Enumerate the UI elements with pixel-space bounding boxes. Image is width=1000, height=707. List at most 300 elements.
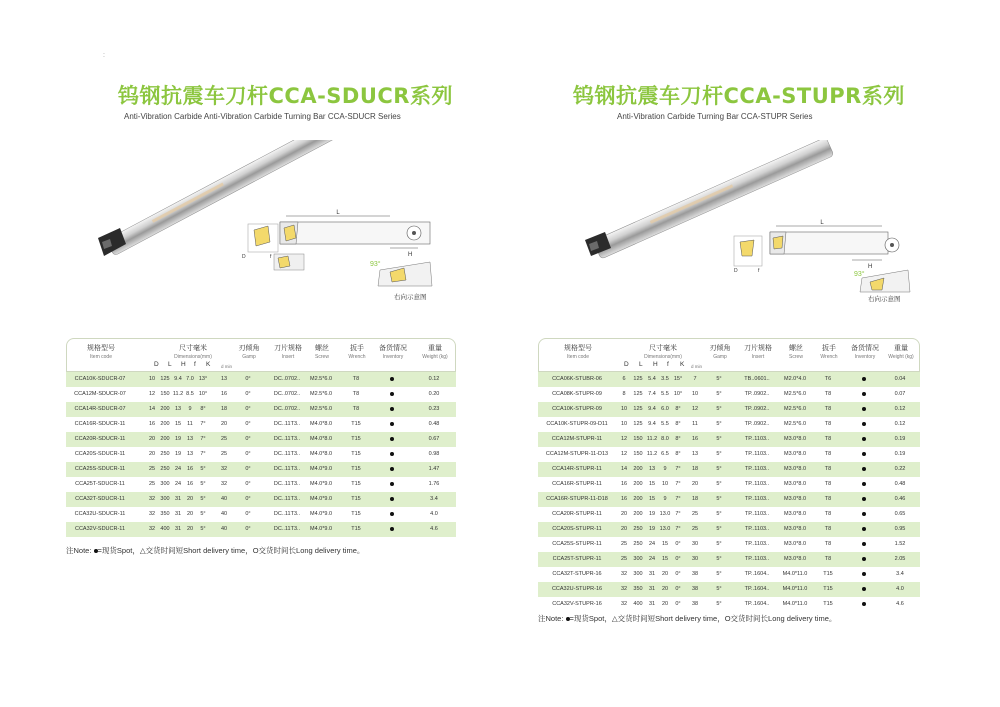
cell-f: 10 [661, 481, 669, 487]
cell-L: 125 [160, 376, 170, 382]
cell-H: 19 [648, 511, 656, 517]
cell-K: 0° [675, 571, 681, 577]
cell-insert: TP..1604.. [744, 586, 770, 592]
cell-D: 32 [148, 496, 156, 502]
spot-dot-icon [390, 452, 394, 456]
spot-dot-icon [862, 512, 866, 516]
table-row [66, 417, 456, 432]
spot-dot-icon [390, 392, 394, 396]
cell-insert: TP..1103.. [744, 556, 770, 562]
cell-weight: 4.0 [896, 586, 904, 592]
cell-gamp: 0° [245, 481, 251, 487]
cell-L: 150 [633, 451, 643, 457]
cell-weight: 3.4 [430, 496, 438, 502]
spot-dot-icon [862, 542, 866, 546]
cell-gamp: 0° [245, 511, 251, 517]
cell-screw: M3.0*8.0 [783, 481, 806, 487]
dim-subheader-L: L [168, 361, 172, 368]
table-row [66, 477, 456, 492]
cell-weight: 0.95 [894, 526, 906, 532]
cell-code: CCA16R-STUPR-11 [552, 481, 602, 487]
cell-insert: TP..1604.. [744, 571, 770, 577]
cell-gamp: 5° [716, 451, 722, 457]
inventory-dot-icon [844, 447, 884, 462]
table-body [66, 372, 456, 537]
cell-gamp: 5° [716, 571, 722, 577]
legend-note: 注Note: =现货Spot，△交货时间短Short delivery time，O交货时间长Long delivery time。 [66, 546, 365, 555]
inventory-dot-icon [844, 387, 884, 402]
cell-weight: 0.20 [428, 391, 440, 397]
cell-screw: M4.0*9.0 [309, 481, 332, 487]
cell-weight: 0.65 [894, 511, 906, 517]
inventory-dot-icon [372, 522, 412, 537]
cell-wrench: T8 [824, 511, 832, 517]
cell-weight: 4.6 [430, 526, 438, 532]
spot-dot-icon [390, 527, 394, 531]
table-row [538, 462, 920, 477]
cell-gamp: 0° [245, 376, 251, 382]
inventory-dot-icon [844, 477, 884, 492]
cell-K: 8° [675, 451, 681, 457]
cell-dmin: 7 [693, 376, 697, 382]
table-row [66, 432, 456, 447]
cell-screw: M4.0*11.0 [782, 601, 808, 607]
table-row [538, 402, 920, 417]
cell-code: CCA32V-SDUCR-11 [74, 526, 126, 532]
cell-H: 19 [174, 451, 182, 457]
cell-K: 7° [675, 481, 681, 487]
cell-wrench: T8 [824, 406, 832, 412]
cell-wrench: T8 [352, 406, 360, 412]
table-row [66, 372, 456, 387]
cell-gamp: 0° [245, 406, 251, 412]
cell-f: 7.0 [186, 376, 194, 382]
cell-code: CCA32T-STUPR-16 [552, 571, 602, 577]
cell-wrench: T8 [824, 391, 832, 397]
cell-dmin: 25 [220, 451, 228, 457]
cell-H: 13 [174, 406, 182, 412]
cell-gamp: 5° [716, 436, 722, 442]
cell-L: 250 [633, 541, 643, 547]
cell-wrench: T15 [351, 481, 361, 487]
cell-K: 7° [200, 436, 206, 442]
cell-dmin: 38 [691, 586, 699, 592]
inventory-dot-icon [844, 432, 884, 447]
cell-L: 200 [160, 421, 170, 427]
table-row [66, 507, 456, 522]
cell-weight: 0.19 [894, 451, 906, 457]
cell-L: 200 [633, 466, 643, 472]
cell-weight: 0.46 [894, 496, 906, 502]
cell-f: 5.5 [661, 421, 669, 427]
cell-f: 16 [186, 466, 194, 472]
cell-K: 8° [675, 436, 681, 442]
inventory-dot-icon [844, 402, 884, 417]
cell-H: 31 [648, 571, 656, 577]
spot-dot-icon [862, 527, 866, 531]
header-insert: 刀片规格 Insert [744, 345, 772, 360]
cell-weight: 4.6 [896, 601, 904, 607]
cell-H: 11.2 [646, 451, 658, 457]
cell-wrench: T15 [351, 421, 361, 427]
dim-label-L: L [336, 210, 340, 216]
table-row [66, 447, 456, 462]
header-insert: 刀片规格 Insert [274, 345, 302, 360]
cell-D: 14 [620, 466, 628, 472]
cell-gamp: 0° [245, 391, 251, 397]
cell-dmin: 20 [220, 421, 228, 427]
cell-f: 13.0 [659, 511, 671, 517]
cell-wrench: T8 [352, 391, 360, 397]
cell-D: 25 [148, 481, 156, 487]
cell-H: 15 [648, 496, 656, 502]
dim-label-H: H [408, 252, 413, 258]
cell-L: 150 [160, 391, 170, 397]
cell-weight: 1.52 [894, 541, 906, 547]
cell-code: CCA32U-SDUCR-11 [74, 511, 126, 517]
cell-L: 200 [633, 481, 643, 487]
cell-code: CCA10K-STUPR-09 [552, 406, 602, 412]
spot-dot-icon [390, 437, 394, 441]
cell-L: 350 [633, 586, 643, 592]
cell-dmin: 18 [691, 466, 699, 472]
cell-wrench: T8 [824, 466, 832, 472]
inventory-dot-icon [844, 462, 884, 477]
page-title: 钨钢抗震车刀杆CCA-STUPR系列 [573, 84, 905, 108]
cell-dmin: 16 [691, 436, 699, 442]
cell-screw: M2.5*6.0 [783, 421, 806, 427]
dim-subheader-f: f [667, 361, 669, 368]
cell-code: CCA25T-SDUCR-11 [75, 481, 125, 487]
spot-dot-icon [862, 572, 866, 576]
diagram-caption: 右向示意图 [394, 294, 427, 301]
cell-H: 11.2 [646, 436, 658, 442]
cell-weight: 0.07 [894, 391, 906, 397]
cell-screw: M3.0*8.0 [783, 436, 806, 442]
cell-weight: 0.19 [894, 436, 906, 442]
cell-f: 15 [661, 541, 669, 547]
inventory-dot-icon [372, 402, 412, 417]
cell-screw: M3.0*8.0 [783, 541, 806, 547]
cell-gamp: 0° [245, 421, 251, 427]
cell-D: 20 [148, 451, 156, 457]
cell-dmin: 38 [691, 601, 699, 607]
cell-dmin: 20 [691, 481, 699, 487]
header-inventory: 备货情况 Inventory [851, 345, 879, 360]
cell-f: 5.5 [661, 391, 669, 397]
inventory-dot-icon [844, 492, 884, 507]
inventory-dot-icon [372, 387, 412, 402]
table-row [66, 387, 456, 402]
spot-dot-icon [862, 407, 866, 411]
dim-subheader-f: f [194, 361, 196, 368]
cell-code: CCA20S-SDUCR-11 [74, 451, 126, 457]
cell-f: 3.5 [661, 376, 669, 382]
cell-wrench: T15 [351, 496, 361, 502]
cell-code: CCA14R-SDUCR-07 [74, 406, 126, 412]
inventory-dot-icon [844, 417, 884, 432]
cell-f: 6.5 [661, 451, 669, 457]
dim-subheader-D: D [154, 361, 159, 368]
cell-H: 24 [174, 466, 182, 472]
inventory-dot-icon [372, 417, 412, 432]
cell-insert: TP..1103.. [744, 541, 770, 547]
spot-dot-icon [862, 437, 866, 441]
cell-D: 12 [148, 391, 156, 397]
cell-code: CCA10K-STUPR-09-D11 [546, 421, 608, 427]
cell-weight: 0.12 [894, 406, 906, 412]
cell-dmin: 13 [691, 451, 699, 457]
cell-screw: M4.0*11.0 [782, 586, 808, 592]
cell-K: 0° [675, 541, 681, 547]
cell-K: 5° [200, 466, 206, 472]
cell-wrench: T15 [351, 436, 361, 442]
cell-D: 6 [622, 376, 626, 382]
cell-D: 16 [148, 421, 156, 427]
cell-insert: TP..1103.. [744, 466, 770, 472]
header-dimensions: 尺寸毫米 Dimensions(mm) [174, 345, 212, 360]
cell-H: 7.4 [648, 391, 656, 397]
cell-f: 20 [186, 526, 194, 532]
table-header [66, 338, 456, 372]
inventory-dot-icon [844, 597, 884, 612]
cell-H: 24 [648, 541, 656, 547]
cell-L: 125 [633, 421, 643, 427]
cell-D: 25 [148, 466, 156, 472]
spot-dot-icon [862, 452, 866, 456]
cell-code: CCA10K-SDUCR-07 [74, 376, 126, 382]
cell-insert: TP..1604.. [744, 601, 770, 607]
header-wrench: 扳手 Wrench [348, 345, 366, 360]
cell-K: 15° [673, 376, 683, 382]
dim-label-f: f [758, 268, 760, 274]
cell-screw: M2.5*6.0 [309, 406, 332, 412]
cell-K: 7° [675, 496, 681, 502]
cell-insert: DC..11T3.. [273, 436, 301, 442]
cell-f: 9 [663, 496, 667, 502]
header-inventory: 备货情况 Inventory [379, 345, 407, 360]
dim-subheader-H: H [653, 361, 658, 368]
cell-wrench: T15 [351, 451, 361, 457]
cell-wrench: T8 [824, 421, 832, 427]
cell-screw: M4.0*9.0 [309, 511, 332, 517]
cell-dmin: 32 [220, 466, 228, 472]
cell-code: CCA14R-STUPR-11 [552, 466, 602, 472]
cell-wrench: T15 [351, 526, 361, 532]
cell-H: 5.4 [648, 376, 656, 382]
cell-K: 0° [675, 586, 681, 592]
cell-H: 24 [174, 481, 182, 487]
dim-label-H: H [868, 264, 873, 270]
cell-gamp: 5° [716, 406, 722, 412]
legend-note: 注Note: =现货Spot，△交货时间短Short delivery time，O交货时间长Long delivery time。 [538, 614, 837, 623]
dim-subheader-H: H [181, 361, 186, 368]
dim-label-f: f [270, 254, 272, 260]
cell-D: 20 [148, 436, 156, 442]
cell-dmin: 11 [692, 421, 698, 427]
dim-subheader-K: K [680, 361, 685, 368]
cell-screw: M3.0*8.0 [783, 466, 806, 472]
dim-subheader-dmin: d min [221, 364, 233, 369]
diagram-caption: 右向示意图 [868, 296, 901, 303]
cell-wrench: T8 [824, 496, 832, 502]
spec-table [538, 338, 920, 612]
cell-H: 31 [174, 511, 182, 517]
inventory-dot-icon [372, 507, 412, 522]
cell-f: 13 [186, 436, 194, 442]
cell-D: 25 [620, 556, 628, 562]
cell-wrench: T8 [824, 451, 832, 457]
cell-L: 300 [633, 571, 643, 577]
cell-code: CCA16R-STUPR-11-D18 [546, 496, 608, 502]
cell-dmin: 32 [220, 481, 228, 487]
spot-dot-icon [862, 422, 866, 426]
cell-insert: TP..0902.. [744, 421, 770, 427]
cell-insert: TP..0902.. [744, 391, 770, 397]
cell-screw: M4.0*9.0 [309, 526, 332, 532]
dim-label-D: D [242, 254, 246, 260]
cell-f: 9 [188, 406, 192, 412]
cell-screw: M2.0*4.0 [783, 376, 806, 382]
cell-weight: 2.05 [894, 556, 906, 562]
table-row [538, 537, 920, 552]
cell-f: 11 [187, 421, 193, 427]
cell-K: 7° [675, 511, 681, 517]
cell-H: 15 [174, 421, 182, 427]
cell-gamp: 5° [716, 526, 722, 532]
cell-insert: TP..1103.. [744, 481, 770, 487]
table-row [66, 402, 456, 417]
cell-wrench: T15 [823, 571, 833, 577]
cell-code: CCA16R-SDUCR-11 [74, 421, 126, 427]
inventory-dot-icon [844, 537, 884, 552]
cell-K: 10° [673, 391, 683, 397]
cell-wrench: T8 [824, 526, 832, 532]
cell-L: 200 [160, 406, 170, 412]
cell-weight: 0.12 [894, 421, 906, 427]
cell-screw: M4.0*9.0 [309, 466, 332, 472]
cell-screw: M3.0*8.0 [783, 511, 806, 517]
cell-gamp: 5° [716, 541, 722, 547]
cell-D: 16 [620, 496, 628, 502]
spot-dot-icon [862, 467, 866, 471]
table-row [538, 492, 920, 507]
cell-K: 10° [198, 391, 208, 397]
header-wrench: 扳手 Wrench [820, 345, 838, 360]
table-row [538, 507, 920, 522]
table-body [538, 372, 920, 612]
cell-D: 32 [620, 586, 628, 592]
spot-dot-icon [862, 557, 866, 561]
spec-table [66, 338, 456, 537]
cell-screw: M3.0*8.0 [783, 496, 806, 502]
cell-f: 13 [186, 451, 194, 457]
cell-insert: TP..1103.. [744, 526, 770, 532]
header-screw: 螺丝 Screw [315, 345, 329, 360]
cell-code: CCA12M-STUPR-11-D13 [545, 451, 609, 457]
cell-dmin: 18 [220, 406, 228, 412]
cell-gamp: 0° [245, 436, 251, 442]
cell-insert: TP..1103.. [744, 511, 770, 517]
dim-subheader-L: L [639, 361, 643, 368]
cell-weight: 0.48 [894, 481, 906, 487]
spot-dot-icon [390, 512, 394, 516]
table-row [538, 372, 920, 387]
spot-dot-icon [862, 587, 866, 591]
cell-D: 32 [148, 511, 156, 517]
cell-dmin: 12 [691, 406, 699, 412]
table-row [66, 522, 456, 537]
cell-dmin: 30 [691, 541, 699, 547]
cell-K: 5° [200, 481, 206, 487]
spot-dot-icon [862, 497, 866, 501]
spot-dot-icon [390, 377, 394, 381]
cell-f: 13.0 [659, 526, 671, 532]
cell-L: 125 [633, 376, 643, 382]
cell-insert: DC..11T3.. [273, 466, 301, 472]
cell-D: 10 [620, 421, 628, 427]
cell-f: 20 [186, 511, 194, 517]
cell-insert: TP..1103.. [744, 496, 770, 502]
header-item-code: 规格型号 Item code [87, 345, 115, 360]
cell-wrench: T6 [824, 376, 832, 382]
header-dimensions: 尺寸毫米 Dimensions(mm) [644, 345, 682, 360]
inventory-dot-icon [372, 477, 412, 492]
cell-H: 15 [648, 481, 656, 487]
cell-f: 8.0 [661, 436, 669, 442]
cell-L: 300 [633, 556, 643, 562]
cell-dmin: 10 [691, 391, 699, 397]
cell-D: 20 [620, 526, 628, 532]
cell-K: 0° [675, 601, 681, 607]
cell-dmin: 16 [220, 391, 228, 397]
cell-weight: 0.48 [428, 421, 440, 427]
table-row [538, 552, 920, 567]
cell-code: CCA32V-STUPR-16 [552, 601, 602, 607]
cell-code: CCA12M-SDUCR-07 [74, 391, 126, 397]
cell-insert: TP..0902.. [744, 406, 770, 412]
cell-gamp: 0° [245, 451, 251, 457]
cell-L: 250 [633, 526, 643, 532]
cell-H: 11.2 [172, 391, 184, 397]
page-subtitle: Anti-Vibration Carbide Turning Bar CCA-STUPR Series [617, 112, 813, 121]
table-row [538, 432, 920, 447]
cell-D: 10 [148, 376, 156, 382]
cell-dmin: 38 [691, 571, 699, 577]
technical-drawing [732, 216, 932, 298]
cell-K: 7° [675, 526, 681, 532]
table-row [66, 492, 456, 507]
cell-dmin: 25 [691, 511, 699, 517]
cell-L: 300 [160, 481, 170, 487]
table-row [538, 417, 920, 432]
cell-H: 24 [648, 556, 656, 562]
cell-wrench: T8 [824, 436, 832, 442]
header-gamp: 刃倾角 Gamp [709, 345, 731, 360]
cell-gamp: 5° [716, 376, 722, 382]
cell-dmin: 40 [220, 496, 228, 502]
cell-K: 7° [675, 466, 681, 472]
cell-gamp: 5° [716, 586, 722, 592]
header-weight: 重量 Weight (kg) [888, 345, 914, 360]
cell-wrench: T8 [824, 541, 832, 547]
cell-screw: M4.0*11.0 [782, 571, 808, 577]
cell-screw: M4.0*8.0 [309, 451, 332, 457]
cell-screw: M3.0*8.0 [783, 451, 806, 457]
cell-K: 7° [200, 451, 206, 457]
cell-L: 200 [633, 511, 643, 517]
cell-gamp: 5° [716, 511, 722, 517]
